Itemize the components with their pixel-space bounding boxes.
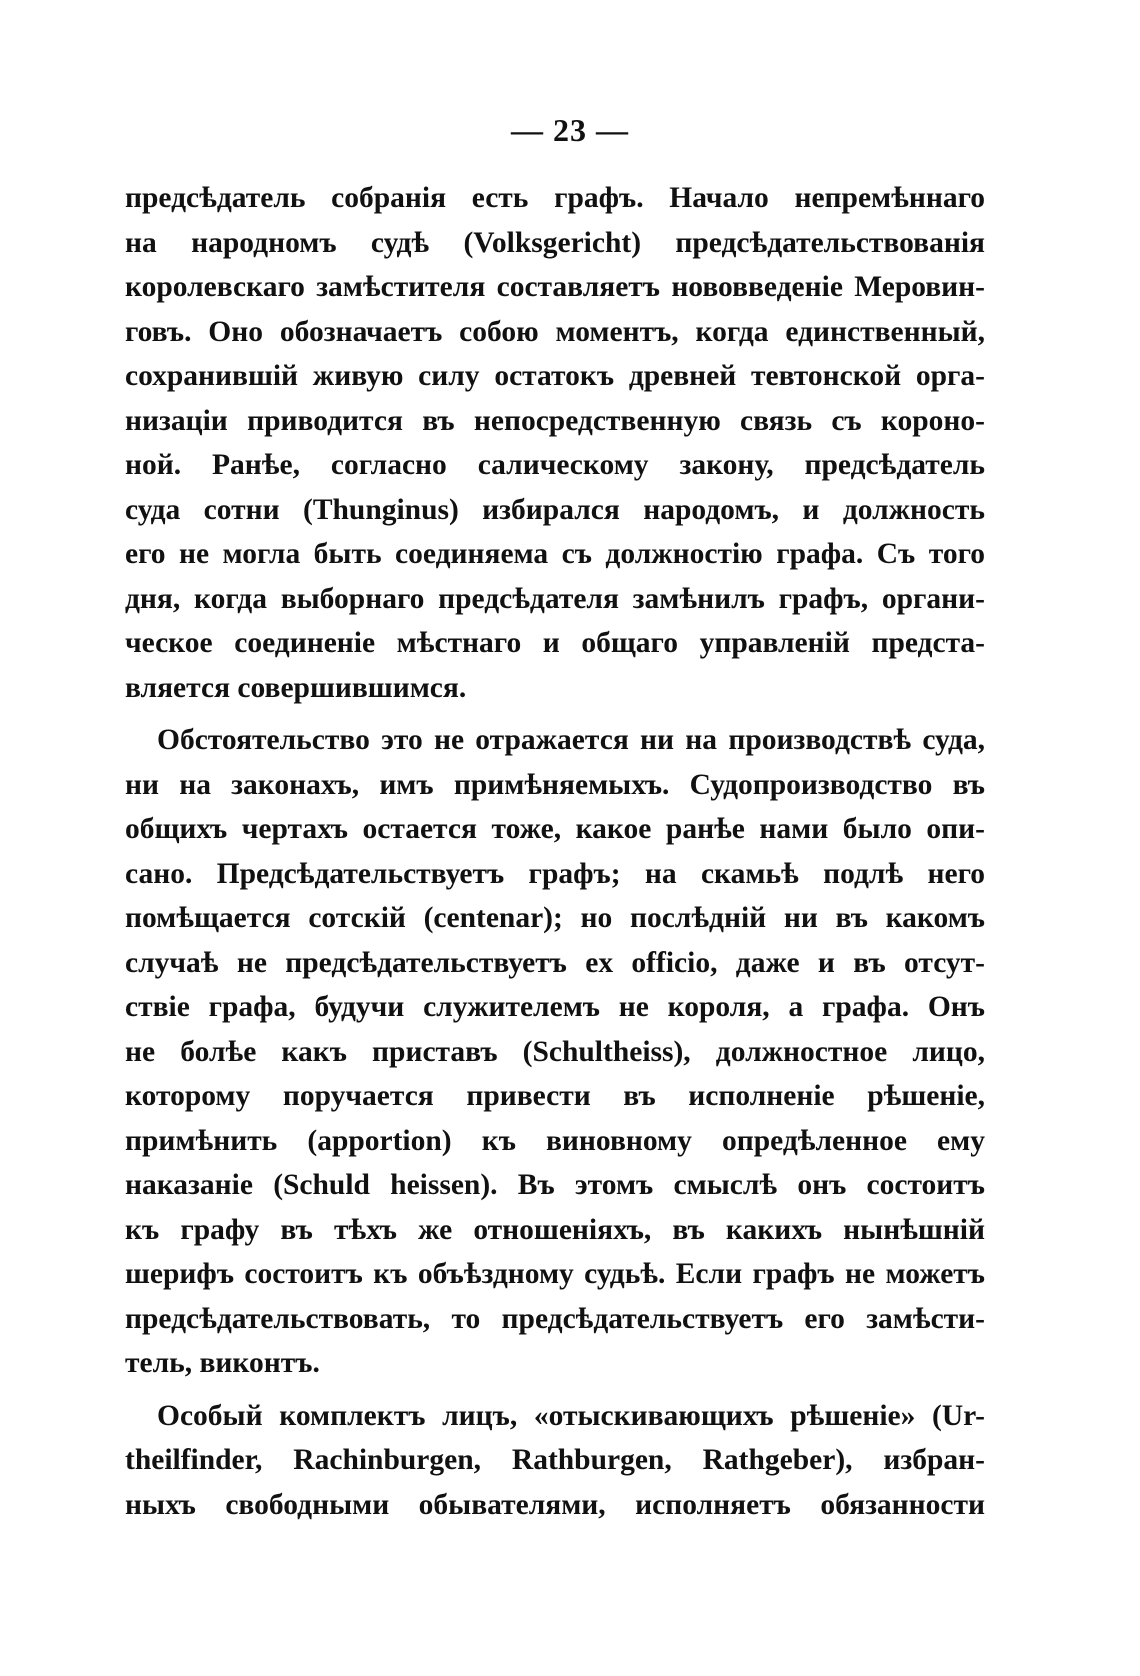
text-line: не болѣе какъ приставъ (Schultheiss), должностное лицо, — [125, 1035, 985, 1068]
text-line: Особый комплектъ лицъ, «отыскивающихъ рѣшеніе» (Ur- — [157, 1399, 985, 1432]
text-line: случаѣ не предсѣдательствуетъ ex officio, даже и въ отсут- — [125, 946, 985, 979]
text-line: предсѣдательствовать, то предсѣдательствуетъ его замѣсти- — [125, 1302, 985, 1335]
text-line: которому поручается привести въ исполненіе рѣшеніе, — [125, 1080, 985, 1112]
text-line: говъ. Оно обозначаетъ собою моментъ, когда единственный, — [125, 315, 985, 348]
text-line: королевскаго замѣстителя составляетъ нововведеніе Меровин- — [125, 271, 985, 303]
text-line: къ графу въ тѣхъ же отношеніяхъ, въ какихъ нынѣшній — [125, 1213, 985, 1246]
text-line: Обстоятельство это не отражается ни на производствѣ суда, — [157, 724, 985, 756]
text-line: вляется совершившимся. — [125, 671, 467, 704]
text-line: сохранившій живую силу остатокъ древней тевтонской орга- — [125, 360, 985, 392]
paragraph-2 — [125, 718, 985, 1386]
paragraph-1 — [125, 176, 985, 710]
body-text — [125, 176, 985, 1527]
text-line: дня, когда выборнаго предсѣдателя замѣнилъ графъ, органи- — [125, 582, 985, 615]
text-line: предсѣдатель собранія есть графъ. Начало непремѣннаго — [125, 182, 985, 214]
text-line: наказаніе (Schuld heissen). Въ этомъ смыслѣ онъ состоитъ — [125, 1169, 985, 1201]
text-line: суда сотни (Thunginus) избирался народомъ, и должность — [125, 493, 985, 526]
text-line: примѣнить (apportion) къ виновному опредѣленное ему — [125, 1124, 985, 1157]
page-number: — 23 — — [511, 112, 629, 148]
paragraph-gap — [125, 710, 985, 718]
text-line: сано. Предсѣдательствуетъ графъ; на скамьѣ подлѣ него — [125, 857, 985, 890]
text-line: ческое соединеніе мѣстнаго и общаго управленій предста- — [125, 627, 985, 659]
text-line: ныхъ свободными обывателями, исполняетъ обязанности — [125, 1488, 985, 1521]
text-line: шерифъ состоитъ къ объѣздному судьѣ. Если графъ не можетъ — [125, 1258, 985, 1290]
text-line: ной. Ранѣе, согласно салическому закону, предсѣдатель — [125, 449, 985, 481]
text-line: общихъ чертахъ остается тоже, какое ранѣе нами было опи- — [125, 813, 985, 845]
text-line: на народномъ судѣ (Volksgericht) предсѣдательствованія — [125, 226, 985, 259]
text-line: ствіе графа, будучи служителемъ не короля, а графа. Онъ — [125, 991, 985, 1023]
text-line: ни на законахъ, имъ примѣняемыхъ. Судопроизводство въ — [125, 768, 985, 801]
text-line: помѣщается сотскій (centenar); но послѣдній ни въ какомъ — [125, 902, 985, 934]
paragraph-gap — [125, 1386, 985, 1394]
text-line: его не могла быть соединяема съ должностію графа. Съ того — [125, 538, 985, 570]
text-line: низаціи приводится въ непосредственную связь съ короно- — [125, 404, 985, 437]
text-line: тель, виконтъ. — [125, 1347, 320, 1379]
paragraph-3 — [125, 1394, 985, 1528]
text-line: theilfinder, Rachinburgen, Rathburgen, Rathgeber), избран- — [125, 1444, 985, 1476]
